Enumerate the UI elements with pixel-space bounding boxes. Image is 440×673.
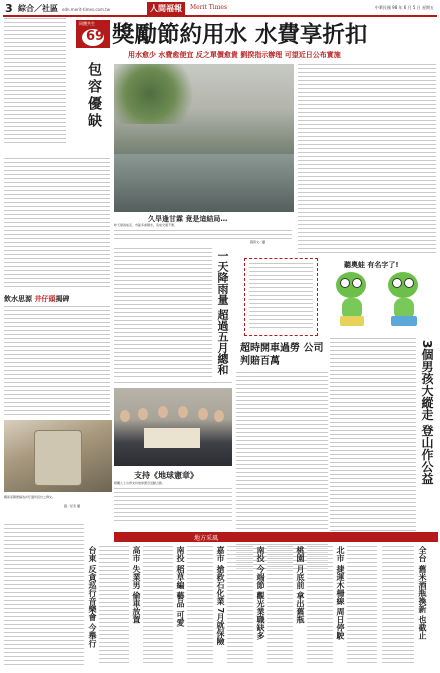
local-text-5 — [227, 546, 253, 666]
local-text-4 — [267, 546, 293, 666]
mascot-title: 聽奧蛙 有名字了! — [344, 261, 399, 269]
well-credit: 圖／記者 攝 — [64, 504, 80, 508]
frog-mascot-left-icon — [330, 272, 374, 330]
rain-text — [114, 248, 212, 380]
local-text-2 — [347, 546, 377, 666]
column-title: 包容優缺 — [86, 62, 102, 130]
lead-headline: 獎勵節約用水 水費享折扣 — [112, 22, 368, 48]
bus-headline: 超時開車過勞 公司判賠百萬 — [240, 343, 324, 367]
local-text-1 — [382, 546, 414, 666]
mascot-box — [320, 258, 436, 334]
column-left-text-a — [4, 18, 66, 146]
local-item-1: 全台 舊米酒瓶換新 也截止 — [418, 546, 427, 640]
lead-photo — [114, 64, 294, 212]
lead-photo-caption-lines — [114, 230, 292, 240]
poem-text — [249, 263, 313, 331]
column-badge-label: 同體共生 — [79, 21, 95, 26]
local-item-8: 台東 反貪巡行音樂會 今舉行 — [88, 546, 97, 648]
well-photo — [4, 420, 112, 492]
rain-story — [114, 248, 232, 380]
charter-caption-body: 相關人士出席支持地球憲章活動合影。 — [114, 481, 166, 485]
lead-photo-water — [114, 154, 294, 212]
well-story — [4, 292, 112, 522]
column-left — [4, 18, 112, 292]
local-text-7 — [143, 546, 173, 666]
well-title-red: 井仔頭 — [34, 295, 56, 303]
local-news-text-left — [4, 524, 84, 668]
logo-en: Merit Times — [190, 4, 228, 11]
well-title-pre: 飲水思源 — [4, 295, 32, 303]
charter-caption-lines — [114, 488, 232, 524]
lead-subhead: 用水愈少 水費愈便宜 反之單價愈貴 劉揆指示辦理 可望近日公布實施 — [128, 51, 341, 59]
column-left-text-b — [4, 158, 110, 288]
local-item-2: 北市 捷運木柵線 周日停駛 — [336, 546, 345, 640]
frog-mascot-right-icon — [382, 272, 426, 330]
local-item-3: 桃園 月底前 拿出舊瓶 — [296, 546, 305, 624]
section-name: 綜合／社區 — [18, 4, 58, 13]
charter-text-a — [114, 382, 232, 386]
well-caption: 藝術家陳惠鐘為井仔頭所設計之碑文。 — [4, 495, 56, 499]
well-stone — [34, 430, 82, 486]
column-badge — [76, 20, 110, 48]
rain-headline: 一天降雨量 超過五月總和 — [216, 250, 229, 375]
page-header — [0, 0, 440, 17]
site-url: edn.merit-times.com.tw — [62, 7, 110, 12]
bus-story — [236, 338, 328, 446]
local-item-5: 嘉市 搶救石化業 7月就保險 — [216, 546, 225, 646]
logo-cn: 人間福報 — [147, 2, 185, 15]
page-number: 3 — [5, 2, 13, 15]
local-item-7: 高市 失業男 偷車放置 — [132, 546, 141, 624]
charter-photo — [114, 388, 232, 466]
local-item-6: 南投 稻草編 藝品 可愛 — [176, 546, 185, 627]
lead-body-text-a — [298, 64, 436, 254]
well-title-post: 揭碑 — [55, 295, 70, 303]
well-text — [4, 306, 110, 416]
well-title — [4, 294, 69, 304]
charter-story — [114, 382, 232, 532]
poem-box — [244, 258, 318, 336]
issue-date: 中華民國 98 年 6 月 5 日 星期五 — [374, 5, 434, 10]
local-text-6 — [187, 546, 213, 666]
local-text-3 — [307, 546, 333, 666]
lead-photo-caption: 昨天豪雨成災，市區多處積水，造成交通不便。 — [114, 223, 178, 227]
charter-caption-title: 支持《地球憲章》 — [134, 471, 198, 480]
lead-photo-caption-title: 久旱逢甘霖 竟是這結局… — [148, 215, 228, 223]
local-text-8 — [99, 546, 129, 666]
boys-story — [330, 338, 438, 538]
boys-headline: 3個男孩大縱走 登山作公益 — [420, 340, 434, 485]
local-news-label: 地方采風 — [194, 535, 219, 542]
local-item-4: 南投 今端節 觀光業職缺多 — [256, 546, 265, 640]
boys-text — [330, 338, 416, 534]
lead-photo-trees — [114, 64, 204, 124]
lead-photo-credit: 圖與文／攝 — [250, 240, 266, 244]
column-number: 69 — [86, 29, 105, 44]
